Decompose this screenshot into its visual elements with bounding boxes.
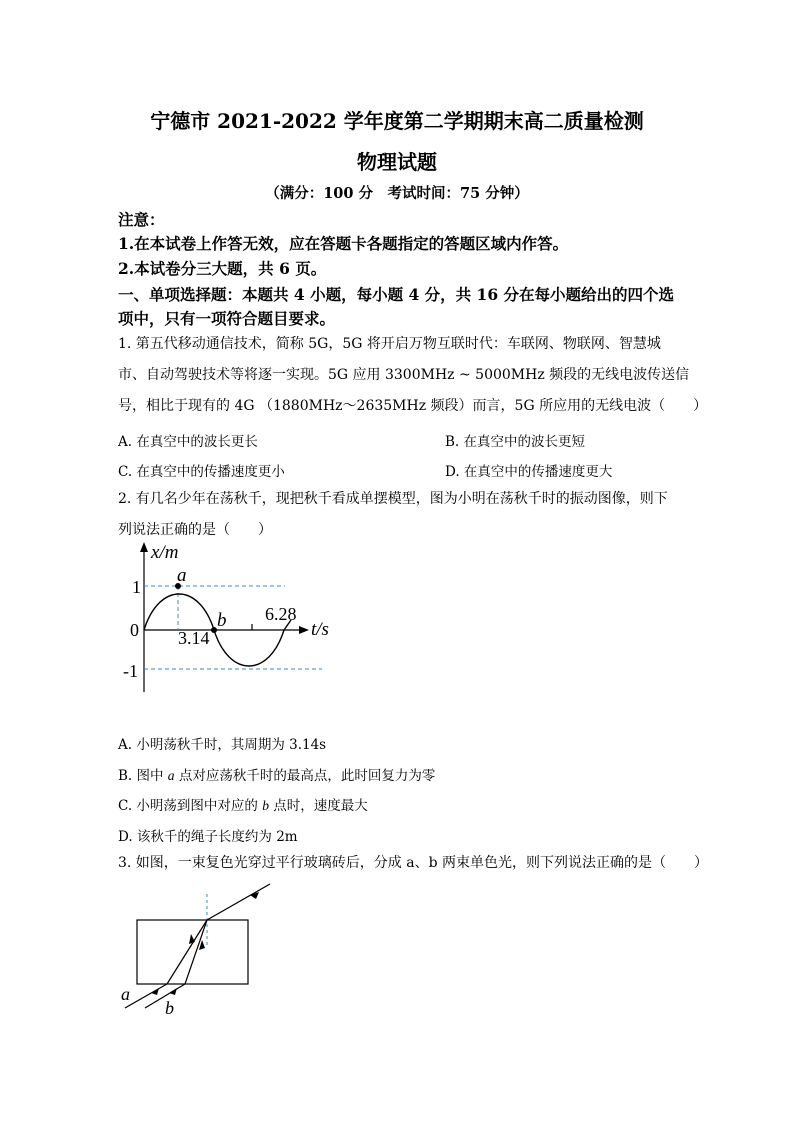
glass-block [137, 920, 248, 984]
point-b-label: b [217, 610, 227, 631]
y-tick-neg1: -1 [123, 661, 138, 681]
y-tick-1: 1 [132, 577, 141, 597]
note-1: 1.在本试卷上作答无效，应在答题卡各题指定的答题区域内作答。 [118, 234, 569, 253]
ray-a-label: a [121, 984, 130, 1004]
note-2: 2.本试卷分三大题，共 6 页。 [118, 259, 327, 278]
exam-info: （满分：100 分 考试时间：75 分钟） [265, 185, 529, 202]
q1-option-a: A. 在真空中的波长更长 [118, 434, 258, 450]
x-tick-628: 6.28 [265, 604, 297, 624]
q2-option-d: D. 该秋千的绳子长度约为 2m [118, 829, 298, 845]
q2-line-2: 列说法正确的是（ ） [118, 522, 272, 538]
y-axis-label: x/m [151, 542, 179, 563]
x-axis-label: t/s [311, 619, 329, 640]
q1-line-1: 1. 第五代移动通信技术，简称 5G，5G 将开启万物互联时代：车联网、物联网、智慧城 [118, 336, 661, 352]
q2-option-b: B. 图中 a 点对应荡秋千时的最高点，此时回复力为零 [118, 768, 436, 784]
refracted-ray-a [167, 920, 207, 984]
refracted-ray-b [185, 920, 207, 984]
point-a-label: a [177, 565, 187, 586]
x-tick-314: 3.14 [178, 628, 210, 648]
q1-option-b: B. 在真空中的波长更短 [445, 434, 586, 450]
exit-ray-a [125, 984, 167, 1008]
q1-line-2: 市、自动驾驶技术等将逐一实现。5G 应用 3300MHz ~ 5000MHz 频段的无线电波传送信 [118, 367, 690, 383]
page-subtitle: 物理试题 [357, 150, 437, 174]
q2-vibration-graph [115, 540, 345, 700]
q1-line-3: 号，相比于现有的 4G （1880MHz～2635MHz 频段）而言，5G 所应用的无线电波（ ） [118, 398, 708, 414]
q2-option-c: C. 小明荡到图中对应的 b 点时，速度最大 [118, 798, 368, 814]
page-title: 宁德市 2021-2022 学年度第二学期期末高二质量检测 [150, 109, 644, 133]
ray-b-label: b [165, 998, 174, 1018]
q2-option-a: A. 小明荡秋千时，其周期为 3.14s [118, 737, 327, 753]
incident-ray [207, 884, 270, 920]
section-1-line-1: 一、单项选择题：本题共 4 小题，每小题 4 分，共 16 分在每小题给出的四个选 [118, 285, 675, 304]
q1-option-d: D. 在真空中的传播速度更大 [445, 464, 613, 480]
section-1-line-2: 项中，只有一项符合题目要求。 [118, 309, 336, 328]
q2-line-1: 2. 有几名少年在荡秋千，现把秋千看成单摆模型，图为小明在荡秋千时的振动图像，则下 [118, 491, 668, 507]
q3-glass-diagram [115, 880, 285, 1020]
q1-option-c: C. 在真空中的传播速度更小 [118, 464, 285, 480]
origin-label: 0 [130, 620, 139, 640]
notes-heading: 注意： [118, 210, 165, 229]
q3-line-1: 3. 如图，一束复色光穿过平行玻璃砖后，分成 a、b 两束单色光，则下列说法正确的是（ ） [118, 855, 709, 871]
